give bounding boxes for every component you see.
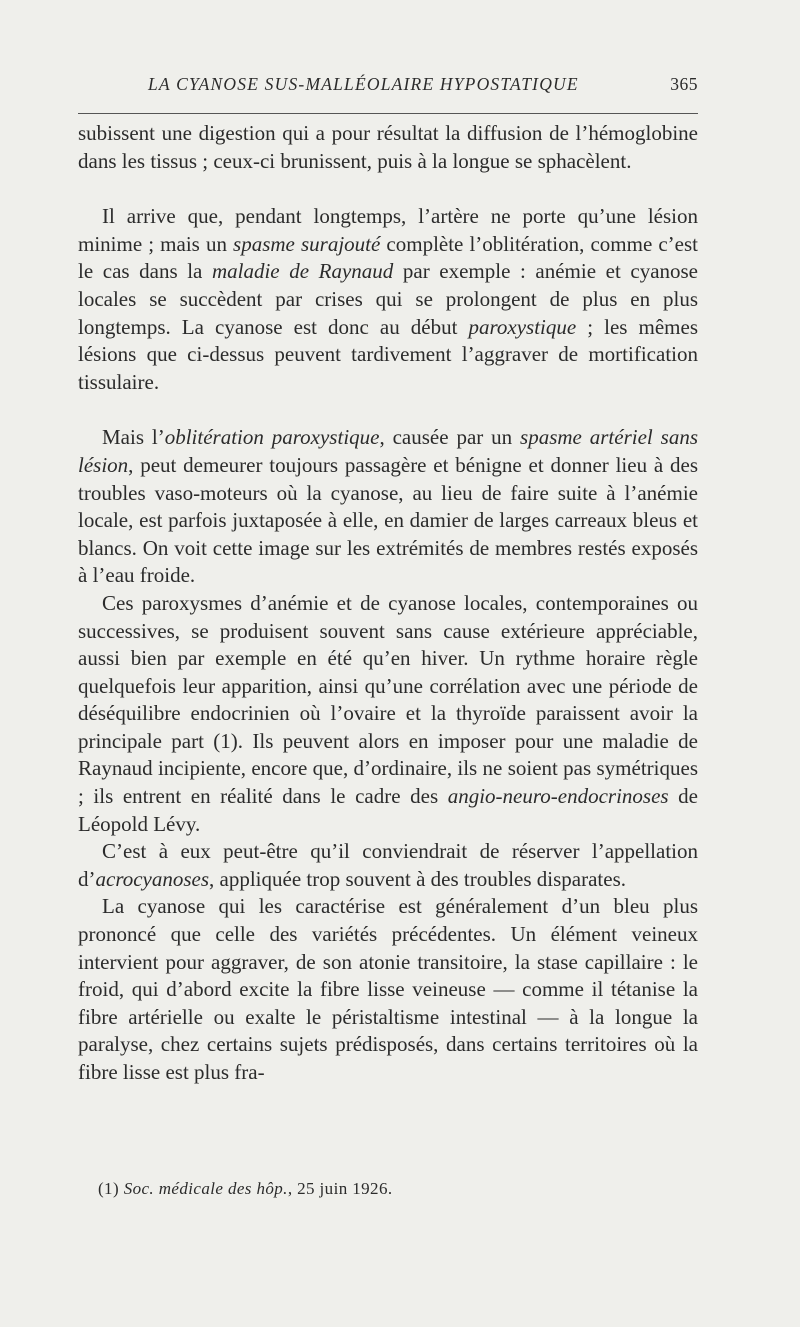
paragraph-5: C’est à eux peut-être qu’il conviendrait de réserver l’appellation d’acrocyanoses, appliquée trop souvent à des troubles disparates. bbox=[78, 839, 698, 891]
paragraph-4: Ces paroxysmes d’anémie et de cyanose locales, contemporaines ou successives, se produisent souvent sans cause extérieure appréciable, aussi bien par exemple en été qu’en hiver. Un rythme horaire règle quelquefois leur apparition, ainsi qu’une corrélation avec une période de déséquilibre endocrinien où l’ovaire et la thyroïde paraissent avoir la principale part (1). Ils peuvent alors en imposer pour une maladie de Raynaud incipiente, encore que, d’ordinaire, ils ne soient pas symétriques ; ils entrent en réalité dans le cadre des angio-neuro-endocrinoses de Léopold Lévy. bbox=[78, 590, 698, 836]
italic-term: angio-neuro-endocrinoses bbox=[447, 784, 669, 809]
italic-term: acrocyanoses bbox=[95, 866, 210, 891]
body-text bbox=[78, 120, 698, 1087]
italic-term: spasme surajouté bbox=[233, 231, 381, 256]
italic-term: maladie de Raynaud bbox=[211, 259, 394, 284]
paragraph-3: Mais l’oblitération paroxystique, causée par un spasme artériel sans lésion, peut demeurer toujours passagère et bénigne et donner lieu à des troubles vaso-moteurs où la cyanose, au lieu de faire suite à l’anémie locale, est parfois juxtaposée à elle, en damier de larges carreaux bleus et blancs. On voit cette image sur les extrémités de membres restés exposés à l’eau froide. bbox=[78, 425, 698, 588]
paragraph-1: subissent une digestion qui a pour résultat la diffusion de l’hémoglobine dans les tissus ; ceux-ci brunissent, puis à la longue se sphacèlent. bbox=[78, 121, 698, 173]
running-head bbox=[78, 74, 698, 104]
paragraph-6: La cyanose qui les caractérise est généralement d’un bleu plus prononcé que celle des variétés précédentes. Un élément veineux intervient pour aggraver, de son atonie transitoire, la stase capillaire : le froid, qui d’abord excite la fibre lisse veineuse — comme il tétanise la fibre artérielle ou exalte le péristaltisme intestinal — à la longue la paralyse, chez certains sujets prédisposés, dans certains territoires où la fibre lisse est plus fra- bbox=[78, 894, 698, 1084]
footnote bbox=[98, 1179, 698, 1199]
paragraph-2: Il arrive que, pendant longtemps, l’artère ne porte qu’une lésion minime ; mais un spasme surajouté complète l’oblitération, comme c’est le cas dans la maladie de Raynaud par exemple : anémie et cyanose locales se succèdent par crises qui se prolongent de plus en plus longtemps. La cyanose est donc au début paroxystique ; les mêmes lésions que ci-dessus peuvent tardivement l’aggraver de mortification tissulaire. bbox=[78, 204, 699, 394]
italic-term: spasme artériel sans lésion bbox=[78, 425, 698, 477]
italic-term: oblitération paroxystique bbox=[164, 425, 380, 450]
header-rule bbox=[78, 113, 698, 114]
footnote-source: Soc. médicale des hôp. bbox=[123, 1179, 288, 1198]
running-title: LA CYANOSE SUS-MALLÉOLAIRE HYPOSTATIQUE bbox=[148, 74, 579, 94]
page-number: 365 bbox=[670, 74, 698, 94]
footnote-marker: (1) bbox=[98, 1179, 124, 1198]
footnote-date: , 25 juin 1926. bbox=[287, 1179, 393, 1198]
italic-term: paroxystique bbox=[468, 314, 577, 339]
